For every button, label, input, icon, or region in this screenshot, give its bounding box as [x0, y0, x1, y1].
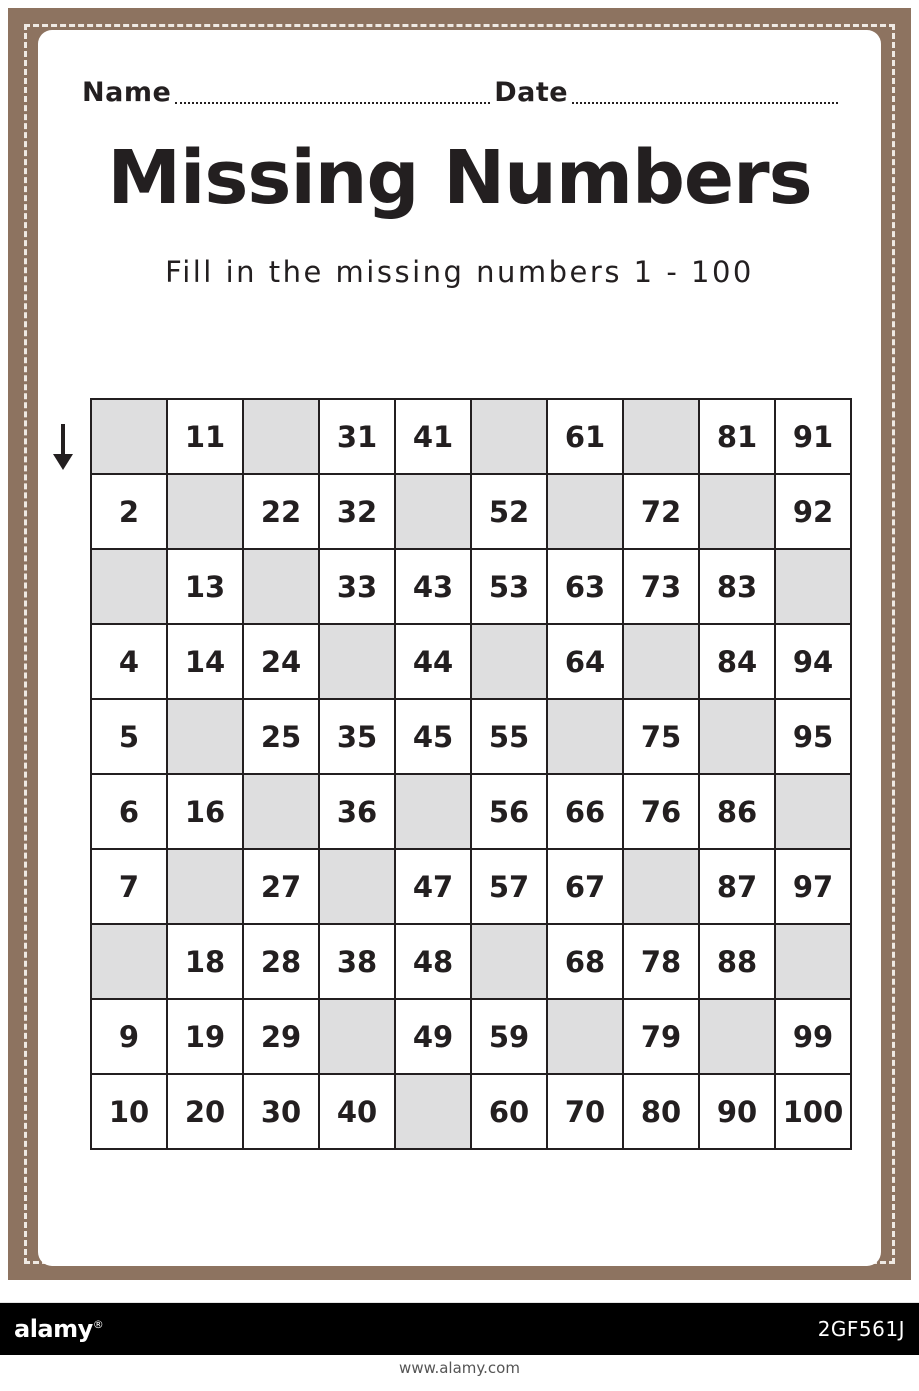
number-grid-row	[91, 849, 851, 924]
number-cell: 20	[167, 1074, 243, 1149]
alamy-logo-text: alamy	[14, 1315, 93, 1343]
number-cell: 53	[471, 549, 547, 624]
number-cell-blank[interactable]	[319, 849, 395, 924]
number-grid-row	[91, 399, 851, 474]
name-label: Name	[82, 77, 172, 108]
number-grid-row	[91, 474, 851, 549]
number-cell: 88	[699, 924, 775, 999]
number-cell: 99	[775, 999, 851, 1074]
number-grid-row	[91, 774, 851, 849]
number-cell: 60	[471, 1074, 547, 1149]
number-cell: 38	[319, 924, 395, 999]
number-cell: 80	[623, 1074, 699, 1149]
number-cell: 86	[699, 774, 775, 849]
number-cell: 25	[243, 699, 319, 774]
number-cell: 67	[547, 849, 623, 924]
number-cell: 72	[623, 474, 699, 549]
number-cell: 75	[623, 699, 699, 774]
number-cell: 10	[91, 1074, 167, 1149]
number-cell: 76	[623, 774, 699, 849]
date-label: Date	[494, 77, 569, 108]
number-cell-blank[interactable]	[623, 399, 699, 474]
number-cell-blank[interactable]	[243, 399, 319, 474]
number-cell: 66	[547, 774, 623, 849]
number-cell: 31	[319, 399, 395, 474]
number-cell-blank[interactable]	[623, 849, 699, 924]
worksheet-sheet	[38, 30, 881, 1266]
number-cell: 59	[471, 999, 547, 1074]
number-cell-blank[interactable]	[395, 474, 471, 549]
number-cell: 61	[547, 399, 623, 474]
date-write-line[interactable]	[572, 82, 838, 104]
number-cell: 32	[319, 474, 395, 549]
number-cell: 45	[395, 699, 471, 774]
number-cell-blank[interactable]	[623, 624, 699, 699]
number-cell-blank[interactable]	[471, 624, 547, 699]
number-cell: 81	[699, 399, 775, 474]
number-cell: 70	[547, 1074, 623, 1149]
image-id: 2GF561J	[817, 1317, 905, 1341]
number-cell-blank[interactable]	[91, 399, 167, 474]
number-cell: 91	[775, 399, 851, 474]
number-cell-blank[interactable]	[547, 699, 623, 774]
number-cell-blank[interactable]	[699, 699, 775, 774]
number-cell: 5	[91, 699, 167, 774]
number-cell: 52	[471, 474, 547, 549]
hundreds-chart	[90, 398, 844, 1150]
number-cell: 92	[775, 474, 851, 549]
number-cell-blank[interactable]	[243, 549, 319, 624]
number-cell: 14	[167, 624, 243, 699]
number-cell: 19	[167, 999, 243, 1074]
number-cell: 49	[395, 999, 471, 1074]
number-cell: 43	[395, 549, 471, 624]
number-cell: 83	[699, 549, 775, 624]
number-cell: 68	[547, 924, 623, 999]
number-cell: 87	[699, 849, 775, 924]
name-date-row	[82, 68, 842, 108]
number-cell: 79	[623, 999, 699, 1074]
number-cell: 30	[243, 1074, 319, 1149]
number-cell-blank[interactable]	[167, 699, 243, 774]
number-cell: 63	[547, 549, 623, 624]
number-grid-row	[91, 549, 851, 624]
number-cell: 4	[91, 624, 167, 699]
trademark-icon: ®	[92, 1318, 104, 1331]
number-cell: 27	[243, 849, 319, 924]
page-title: Missing Numbers	[107, 135, 812, 221]
number-grid-row	[91, 699, 851, 774]
down-arrow-icon	[46, 422, 80, 472]
number-cell: 56	[471, 774, 547, 849]
number-cell: 33	[319, 549, 395, 624]
number-cell: 84	[699, 624, 775, 699]
number-cell: 73	[623, 549, 699, 624]
number-cell-blank[interactable]	[395, 1074, 471, 1149]
number-cell-blank[interactable]	[547, 999, 623, 1074]
name-write-line[interactable]	[175, 82, 490, 104]
number-cell: 94	[775, 624, 851, 699]
number-cell: 22	[243, 474, 319, 549]
number-cell-blank[interactable]	[547, 474, 623, 549]
number-cell-blank[interactable]	[775, 924, 851, 999]
stock-photo-footer	[0, 1302, 919, 1391]
number-grid-row	[91, 999, 851, 1074]
number-grid-row	[91, 924, 851, 999]
number-cell: 11	[167, 399, 243, 474]
number-cell: 44	[395, 624, 471, 699]
number-cell: 57	[471, 849, 547, 924]
number-cell: 6	[91, 774, 167, 849]
number-cell-blank[interactable]	[243, 774, 319, 849]
number-cell: 36	[319, 774, 395, 849]
number-cell-blank[interactable]	[91, 924, 167, 999]
number-grid-row	[91, 1074, 851, 1149]
number-cell-blank[interactable]	[775, 549, 851, 624]
number-cell: 64	[547, 624, 623, 699]
number-cell-blank[interactable]	[395, 774, 471, 849]
alamy-logo	[14, 1315, 103, 1343]
number-cell-blank[interactable]	[91, 549, 167, 624]
number-cell: 90	[699, 1074, 775, 1149]
number-cell-blank[interactable]	[167, 849, 243, 924]
number-grid-table	[90, 398, 852, 1150]
number-cell: 47	[395, 849, 471, 924]
number-cell-blank[interactable]	[699, 474, 775, 549]
number-cell: 78	[623, 924, 699, 999]
number-cell-blank[interactable]	[319, 999, 395, 1074]
number-cell: 35	[319, 699, 395, 774]
number-cell: 55	[471, 699, 547, 774]
number-cell: 40	[319, 1074, 395, 1149]
number-cell-blank[interactable]	[319, 624, 395, 699]
number-cell: 95	[775, 699, 851, 774]
number-cell: 48	[395, 924, 471, 999]
number-cell: 16	[167, 774, 243, 849]
number-grid-row	[91, 624, 851, 699]
number-cell: 9	[91, 999, 167, 1074]
number-cell: 13	[167, 549, 243, 624]
number-cell: 29	[243, 999, 319, 1074]
number-grid-body	[91, 399, 851, 1149]
footer-bar	[0, 1303, 919, 1355]
footer-caption: www.alamy.com	[399, 1359, 520, 1377]
number-cell: 41	[395, 399, 471, 474]
number-cell: 18	[167, 924, 243, 999]
number-cell: 2	[91, 474, 167, 549]
number-cell-blank[interactable]	[471, 924, 547, 999]
page-subtitle: Fill in the missing numbers 1 - 100	[165, 255, 754, 289]
number-cell: 100	[775, 1074, 851, 1149]
number-cell: 7	[91, 849, 167, 924]
number-cell-blank[interactable]	[775, 774, 851, 849]
number-cell: 24	[243, 624, 319, 699]
number-cell: 97	[775, 849, 851, 924]
number-cell: 28	[243, 924, 319, 999]
number-cell-blank[interactable]	[167, 474, 243, 549]
number-cell-blank[interactable]	[471, 399, 547, 474]
number-cell-blank[interactable]	[699, 999, 775, 1074]
